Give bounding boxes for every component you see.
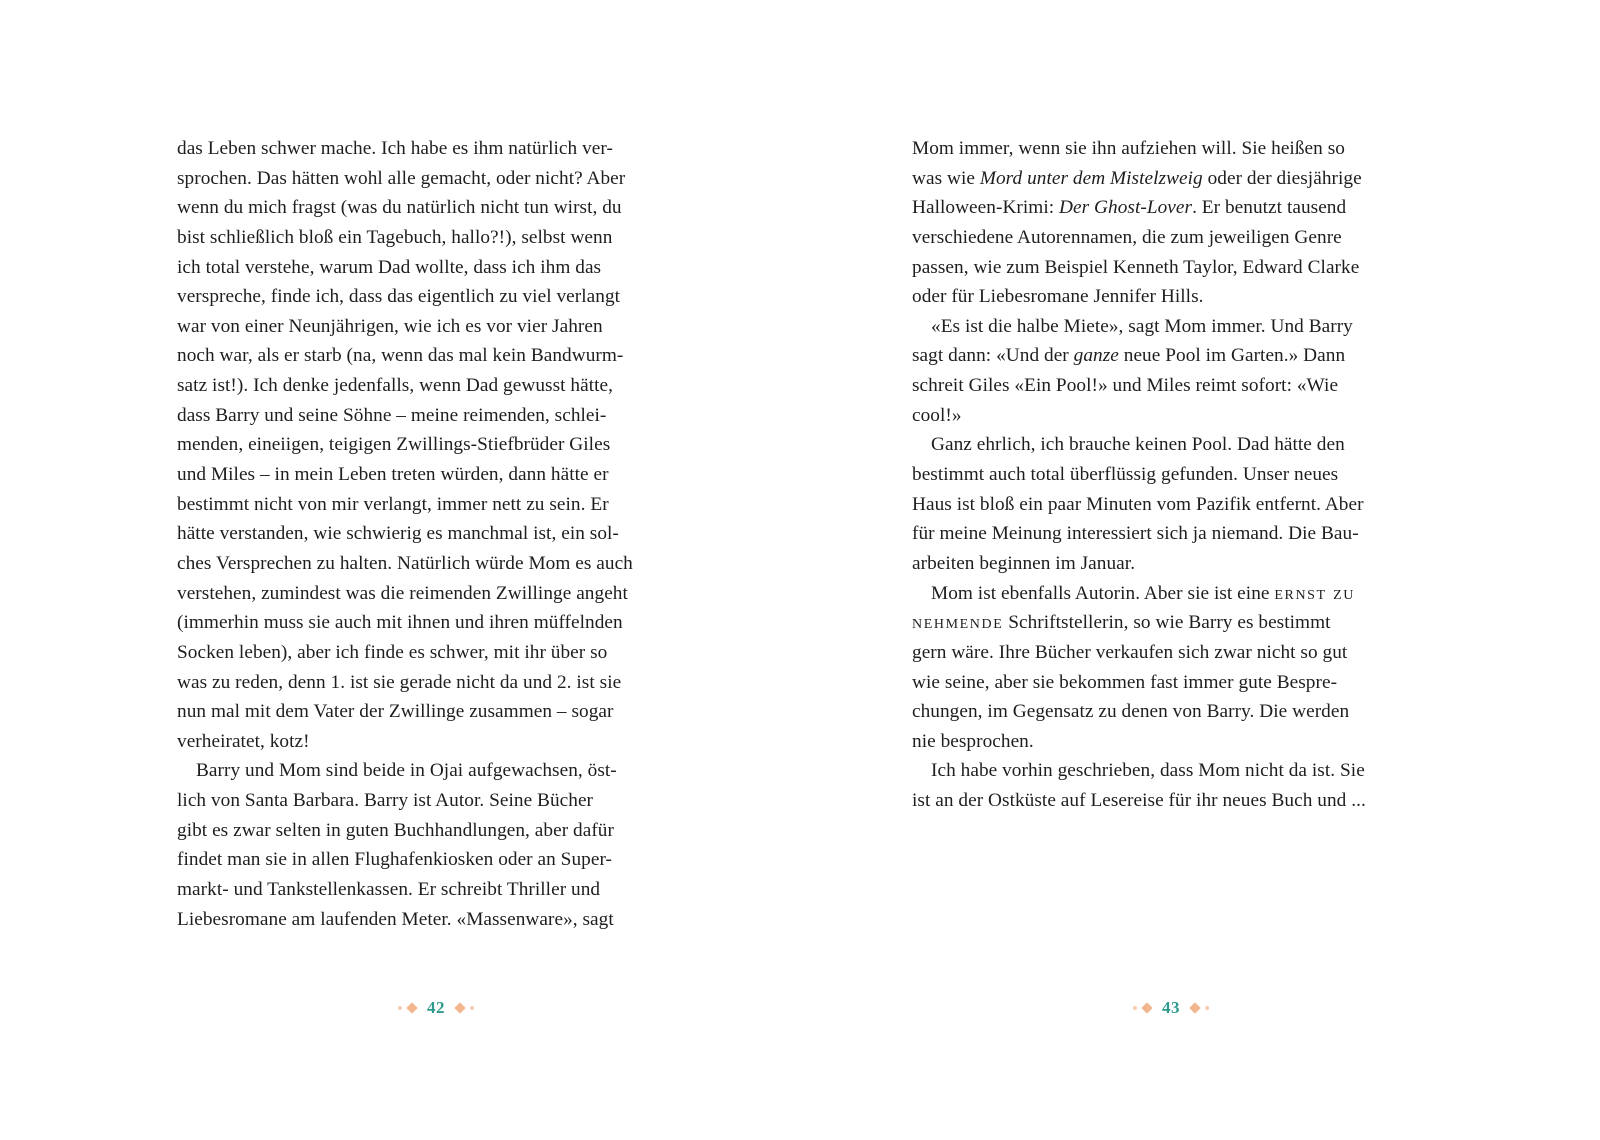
folio-dot-icon (470, 1006, 474, 1010)
text-line (912, 638, 1427, 668)
text-segment: gern wäre. Ihre Bücher verkaufen sich zwar nicht so gut (912, 641, 1348, 663)
text-line (912, 579, 1427, 609)
left-page-body-text (177, 134, 692, 934)
italic-title: ganze (1073, 345, 1119, 367)
folio-dot-icon (1133, 1006, 1137, 1010)
text-segment: menden, eineiigen, teigigen Zwillings-Stiefbrüder Giles (177, 434, 611, 456)
text-segment: Mom immer, wenn sie ihn aufziehen will. Sie heißen so (912, 138, 1345, 159)
text-line (177, 312, 692, 342)
text-segment: neue Pool im Garten.» Dann (1118, 345, 1346, 367)
text-line (177, 905, 692, 935)
text-segment: ist an der Ostküste auf Lesereise für ihr neues Buch und ... (912, 790, 1366, 812)
text-segment: noch war, als er starb (na, wenn das mal kein Bandwurm- (177, 345, 624, 367)
text-segment: nie besprochen. (912, 730, 1034, 752)
folio-dot-icon (398, 1006, 402, 1010)
text-segment: sagt dann: «Und der (912, 345, 1074, 367)
text-segment: Ich habe vorhin geschrieben, dass Mom nicht da ist. Sie (931, 760, 1365, 782)
text-segment: Mom ist ebenfalls Autorin. Aber sie ist eine (931, 582, 1275, 604)
text-segment: . Er benutzt tausend (1192, 197, 1347, 219)
text-segment: findet man sie in allen Flughafenkiosken oder an Super- (177, 849, 613, 871)
text-segment: verstehen, zumindest was die reimenden Zwillinge angeht (177, 582, 628, 604)
text-segment: Schriftstellerin, so wie Barry es bestimmt (1003, 612, 1331, 634)
folio-diamond-icon (454, 1002, 465, 1013)
text-line (912, 697, 1427, 727)
text-segment: verspreche, finde ich, dass das eigentlich zu viel verlangt (177, 286, 621, 308)
text-line (912, 312, 1427, 342)
text-segment: satz ist!). Ich denke jedenfalls, wenn Dad gewusst hätte, (177, 375, 613, 397)
text-line (912, 193, 1427, 223)
text-segment: hätte verstanden, wie schwierig es manchmal ist, ein sol- (177, 523, 619, 545)
text-line (177, 401, 692, 431)
text-segment: das Leben schwer mache. Ich habe es ihm natürlich ver- (177, 138, 613, 159)
text-segment: dass Barry und seine Söhne – meine reimenden, schlei- (177, 404, 607, 426)
text-segment: «Es ist die halbe Miete», sagt Mom immer. Und Barry (931, 315, 1353, 337)
text-line (912, 549, 1427, 579)
text-segment: was zu reden, denn 1. ist sie gerade nicht da und 2. ist sie (177, 671, 622, 693)
text-segment: Barry und Mom sind beide in Ojai aufgewachsen, öst- (196, 760, 617, 782)
text-line (177, 579, 692, 609)
text-segment: war von einer Neunjährigen, wie ich es vor vier Jahren (177, 315, 603, 337)
small-caps-text: ernst zu (1274, 582, 1355, 604)
text-line (177, 460, 692, 490)
text-segment: sprochen. Das hätten wohl alle gemacht, oder nicht? Aber (177, 167, 626, 189)
text-segment: was wie (912, 167, 980, 189)
text-segment: und Miles – in mein Leben treten würden, dann hätte er (177, 464, 609, 486)
text-segment: gibt es zwar selten in guten Buchhandlungen, aber dafür (177, 819, 614, 841)
folio-dot-icon (1205, 1006, 1209, 1010)
text-line (177, 875, 692, 905)
text-segment: chungen, im Gegensatz zu denen von Barry. Die werden (912, 701, 1350, 723)
text-segment: markt- und Tankstellenkassen. Er schreibt Thriller und (177, 879, 601, 901)
folio-diamond-icon (1189, 1002, 1200, 1013)
text-segment: bestimmt auch total überflüssig gefunden. Unser neues (912, 464, 1339, 486)
text-line (177, 638, 692, 668)
page-number-left (398, 996, 474, 1020)
text-line (177, 371, 692, 401)
text-line (912, 282, 1427, 312)
text-line (177, 668, 692, 698)
text-line (177, 519, 692, 549)
text-segment: passen, wie zum Beispiel Kenneth Taylor, Edward Clarke (912, 256, 1360, 278)
text-line (177, 193, 692, 223)
text-line (177, 727, 692, 757)
text-line (177, 786, 692, 816)
text-segment: für meine Meinung interessiert sich ja niemand. Die Bau- (912, 523, 1359, 545)
page-number: 42 (427, 998, 445, 1017)
text-segment: lich von Santa Barbara. Barry ist Autor. Seine Bücher (177, 790, 594, 812)
text-segment: Halloween-Krimi: (912, 197, 1060, 219)
text-line (912, 223, 1427, 253)
text-line (912, 460, 1427, 490)
folio-diamond-icon (1141, 1002, 1152, 1013)
text-segment: cool!» (912, 404, 962, 426)
text-segment: (immerhin muss sie auch mit ihnen und ihren müffelnden (177, 612, 623, 634)
text-line (177, 282, 692, 312)
text-line (177, 549, 692, 579)
right-page-body-text (912, 134, 1427, 816)
text-line (912, 341, 1427, 371)
text-line (912, 430, 1427, 460)
text-segment: Liebesromane am laufenden Meter. «Massenware», sagt (177, 908, 614, 930)
text-line (912, 134, 1427, 164)
text-line (912, 786, 1427, 816)
page-number-right (1133, 996, 1209, 1020)
text-line (912, 727, 1427, 757)
italic-title: Der Ghost-Lover (1059, 197, 1193, 219)
text-line (177, 697, 692, 727)
text-line (177, 430, 692, 460)
italic-title: Mord unter dem Mistelzweig (979, 167, 1203, 189)
text-line (912, 371, 1427, 401)
text-segment: ich total verstehe, warum Dad wollte, dass ich ihm das (177, 256, 602, 278)
text-segment: schreit Giles «Ein Pool!» und Miles reimt sofort: «Wie (912, 375, 1339, 397)
right-page (912, 134, 1427, 816)
text-segment: nun mal mit dem Vater der Zwillinge zusammen – sogar (177, 701, 614, 723)
text-segment: bestimmt nicht von mir verlangt, immer nett zu sein. Er (177, 493, 609, 515)
text-line (177, 223, 692, 253)
text-line (177, 490, 692, 520)
text-segment: wie seine, aber sie bekommen fast immer gute Bespre- (912, 671, 1338, 693)
text-segment: verschiedene Autorennamen, die zum jeweiligen Genre (912, 226, 1342, 248)
text-line (177, 253, 692, 283)
text-line (912, 401, 1427, 431)
text-line (177, 164, 692, 194)
text-line (912, 490, 1427, 520)
text-segment: bist schließlich bloß ein Tagebuch, hallo?!), selbst wenn (177, 226, 613, 248)
page-number: 43 (1162, 998, 1180, 1017)
text-line (912, 756, 1427, 786)
text-line (177, 341, 692, 371)
text-segment: wenn du mich fragst (was du natürlich nicht tun wirst, du (177, 197, 622, 219)
text-line (177, 756, 692, 786)
text-segment: oder der diesjährige (1202, 167, 1362, 189)
text-line (177, 845, 692, 875)
text-line (912, 519, 1427, 549)
text-segment: ches Versprechen zu halten. Natürlich würde Mom es auch (177, 552, 633, 574)
text-segment: Ganz ehrlich, ich brauche keinen Pool. Dad hätte den (931, 434, 1345, 456)
text-line (177, 608, 692, 638)
text-line (177, 134, 692, 164)
text-segment: Haus ist bloß ein paar Minuten vom Pazifik entfernt. Aber (912, 493, 1364, 515)
small-caps-text: nehmende (912, 612, 1004, 634)
text-line (177, 816, 692, 846)
text-segment: Socken leben), aber ich finde es schwer, mit ihr über so (177, 641, 608, 663)
text-segment: verheiratet, kotz! (177, 730, 310, 752)
text-line (912, 668, 1427, 698)
folio-diamond-icon (406, 1002, 417, 1013)
text-line (912, 253, 1427, 283)
text-line (912, 608, 1427, 638)
text-segment: arbeiten beginnen im Januar. (912, 552, 1136, 574)
text-segment: oder für Liebesromane Jennifer Hills. (912, 286, 1204, 308)
text-line (912, 164, 1427, 194)
left-page (177, 134, 692, 934)
